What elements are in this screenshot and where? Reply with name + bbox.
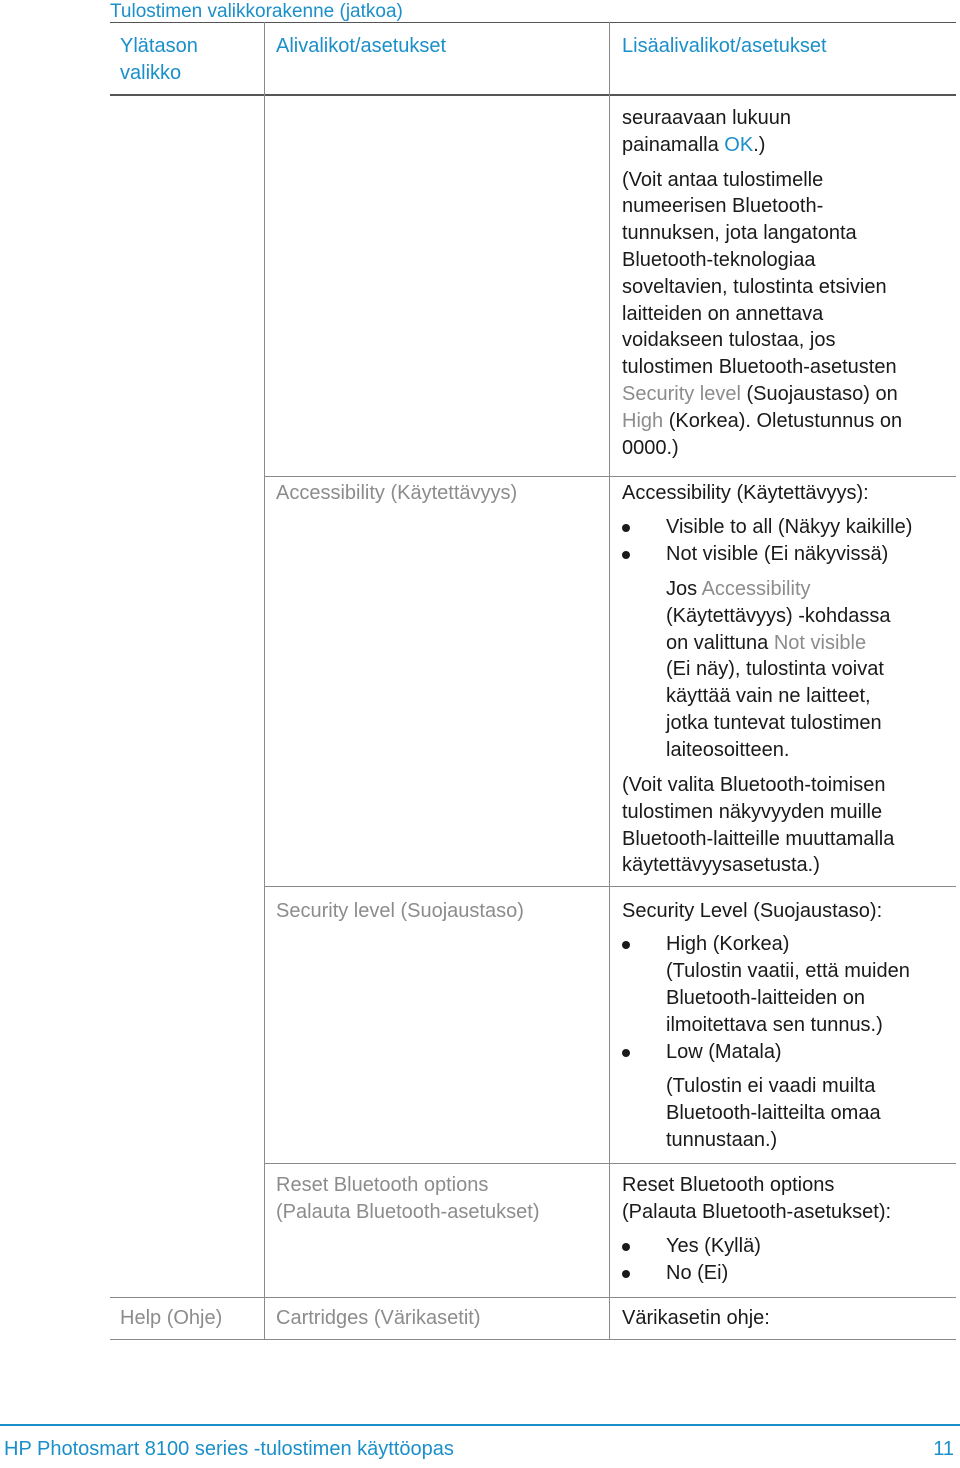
high-link: High [622,409,664,432]
bt-id-para-line: tulostimen Bluetooth-asetusten [622,356,897,379]
submenu-accessibility: Accessibility (Käytettävyys) [276,482,518,504]
ok-link: OK [724,133,754,156]
column-divider-1 [264,22,265,1340]
submenu-security-level: Security level (Suojaustaso) [276,900,524,922]
bt-id-para-line: Bluetooth-teknologiaa [622,248,816,271]
bullet-dot [622,1270,630,1278]
bullet-dot [622,1049,630,1057]
accessibility-note: Jos Accessibility (Käytettävyys) -kohdassa on valittuna Not visible (Ei näy), tulostinta voivat käyttää vain ne laitteet, jotka tuntevat tulostimen laiteosoitteen. [666,578,891,761]
bt-id-security-line: Security level (Suojaustaso) on [622,382,898,405]
submenu-cartridges: Cartridges (Värikasetit) [276,1307,481,1329]
bt-id-detail [622,105,952,461]
header-submenus: Alivalikot/asetukset [276,35,447,57]
bullet-dot [622,941,630,949]
accessibility-link: Accessibility [701,578,811,600]
table-top-rule [110,22,956,23]
bt-id-para-line: laitteiden on annettava [622,302,824,325]
header-top-menu-line2: valikko [120,62,182,84]
row-divider-3 [264,1163,956,1164]
accessibility-title: Accessibility (Käytettävyys): [622,482,869,504]
row-divider-1 [264,476,956,477]
footer-rule [0,1424,960,1426]
bullet-dot [622,1243,630,1251]
security-level-link: Security level [622,382,741,405]
bt-id-para-line: (Voit antaa tulostimelle [622,168,824,191]
row-divider-2 [264,886,956,887]
header-bottom-rule [110,94,956,96]
bullet-dot [622,524,630,532]
bt-id-para-line: soveltavien, tulostinta etsivien [622,275,887,298]
bullet-dot [622,551,630,559]
bt-id-last-line: 0000.) [622,436,679,459]
cartridge-help-detail: Värikasetin ohje: [622,1307,770,1329]
submenu-reset-bluetooth: Reset Bluetooth options (Palauta Bluetooth-asetukset) [276,1174,540,1223]
accessibility-para: (Voit valita Bluetooth-toimisen tulostimen näkyvyyden muille Bluetooth-laitteille muuttamalla käytettävyysasetusta.) [622,774,895,877]
bt-id-para-line: tunnuksen, jota langatonta [622,222,857,245]
top-menu-help: Help (Ohje) [120,1307,223,1329]
footer-title: HP Photosmart 8100 series -tulostimen käyttöopas [4,1438,454,1460]
not-visible-link: Not visible [773,631,867,654]
bt-id-line2: painamalla OK.) [622,133,766,156]
table-caption: Tulostimen valikkorakenne (jatkoa) [110,1,403,22]
low-note: (Tulostin ei vaadi muilta Bluetooth-laitteilta omaa tunnustaan.) [666,1075,881,1151]
column-divider-2 [609,22,610,1340]
table-bottom-rule [110,1339,956,1340]
header-top-menu-line1: Ylätason [120,35,198,57]
security-title: Security Level (Suojaustaso): [622,900,883,922]
high-note: (Tulostin vaatii, että muiden Bluetooth-laitteiden on ilmoitettava sen tunnus.) [666,960,910,1036]
bt-id-line1: seuraavaan lukuun [622,107,792,129]
row-divider-4 [110,1297,956,1298]
reset-title: Reset Bluetooth options (Palauta Bluetooth-asetukset): [622,1174,892,1223]
bt-id-para-line: numeerisen Bluetooth- [622,195,824,218]
header-additional-submenus: Lisäalivalikot/asetukset [622,35,827,57]
bt-id-para-line: voidakseen tulostaa, jos [622,329,836,352]
bt-id-high-line: High (Korkea). Oletustunnus on [622,409,903,432]
page-number: 11 [933,1438,954,1460]
header-top-menu [120,33,198,87]
